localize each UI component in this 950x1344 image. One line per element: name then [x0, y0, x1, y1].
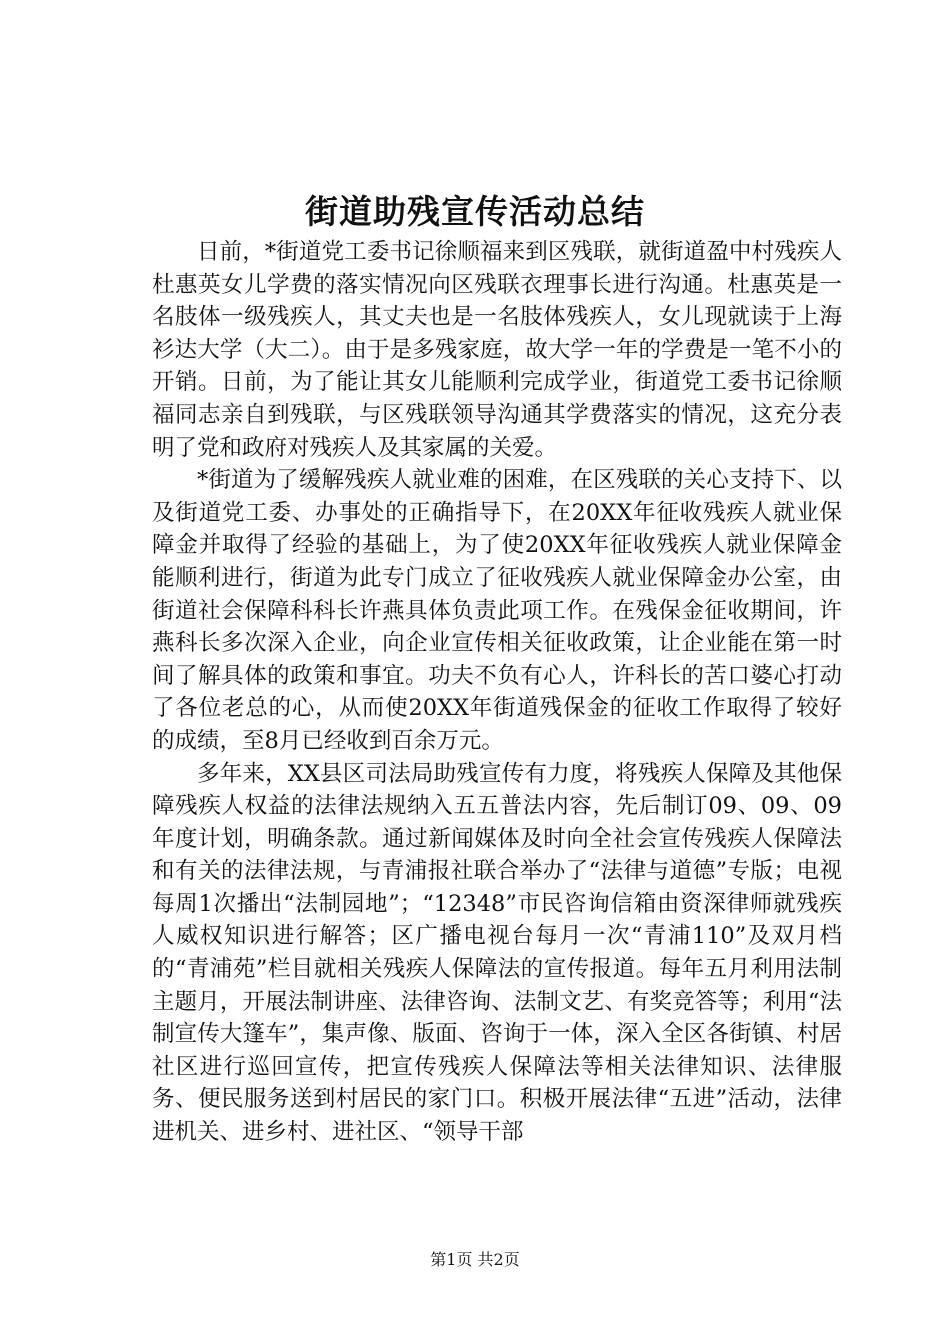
paragraph-2: *街道为了缓解残疾人就业难的困难，在区残联的关心支持下、以及街道党工委、办事处的正确指导下，在20XX年征收残疾人就业保障金并取得了经验的基础上，为了使20XX年征收残疾人就业保障金能顺利进行，街道为此专门成立了征收残疾人就业保障金办公室，由街道社会保障科科长许燕具体负责此项工作。在残保金征收期间，许燕科长多次深入企业，向企业宣传相关征收政策，让企业能在第一时间了解具体的政策和事宜。功夫不负有心人，许科长的苦口婆心打动了各位老总的心，从而使20XX年街道残保金的征收工作取得了较好的成绩，至8月已经收到百余万元。 [152, 467, 842, 754]
document-body [152, 236, 842, 1149]
paragraph-1: 日前，*街道党工委书记徐顺福来到区残联，就街道盈中村残疾人杜惠英女儿学费的落实情况向区残联衣理事长进行沟通。杜惠英是一名肢体一级残疾人，其丈夫也是一名肢体残疾人，女儿现就读于上海衫达大学（大二）。由于是多残家庭，故大学一年的学费是一笔不小的开销。日前，为了能让其女儿能顺利完成学业，街道党工委书记徐顺福同志亲自到残联，与区残联领导沟通其学费落实的情况，这充分表明了党和政府对残疾人及其家属的关爱。 [152, 239, 842, 461]
document-title: 街道助残宣传活动总结 [305, 192, 645, 231]
paragraph-3: 多年来，XX县区司法局助残宣传有力度，将残疾人保障及其他保障残疾人权益的法律法规纳入五五普法内容，先后制订09、09、09年度计划，明确条款。通过新闻媒体及时向全社会宣传残疾人保障法和有关的法律法规，与青浦报社联合举办了“法律与道德”专版；电视每周1次播出“法制园地”；“12348”市民咨询信箱由资深律师就残疾人威权知识进行解答；区广播电视台每月一次“青浦110”及双月档的“青浦苑”栏目就相关残疾人保障法的宣传报道。每年五月利用法制主题月，开展法制讲座、法律咨询、法制文艺、有奖竞答等；利用“法制宣传大篷车”，集声像、版面、咨询于一体，深入全区各街镇、村居社区进行巡回宣传，把宣传残疾人保障法等相关法律知识、法律服务、便民服务送到村居民的家门口。积极开展法律“五进”活动，法律进机关、进乡村、进社区、“领导干部 [152, 760, 842, 1146]
page-number-footer: 第1页 共2页 [430, 1250, 520, 1269]
